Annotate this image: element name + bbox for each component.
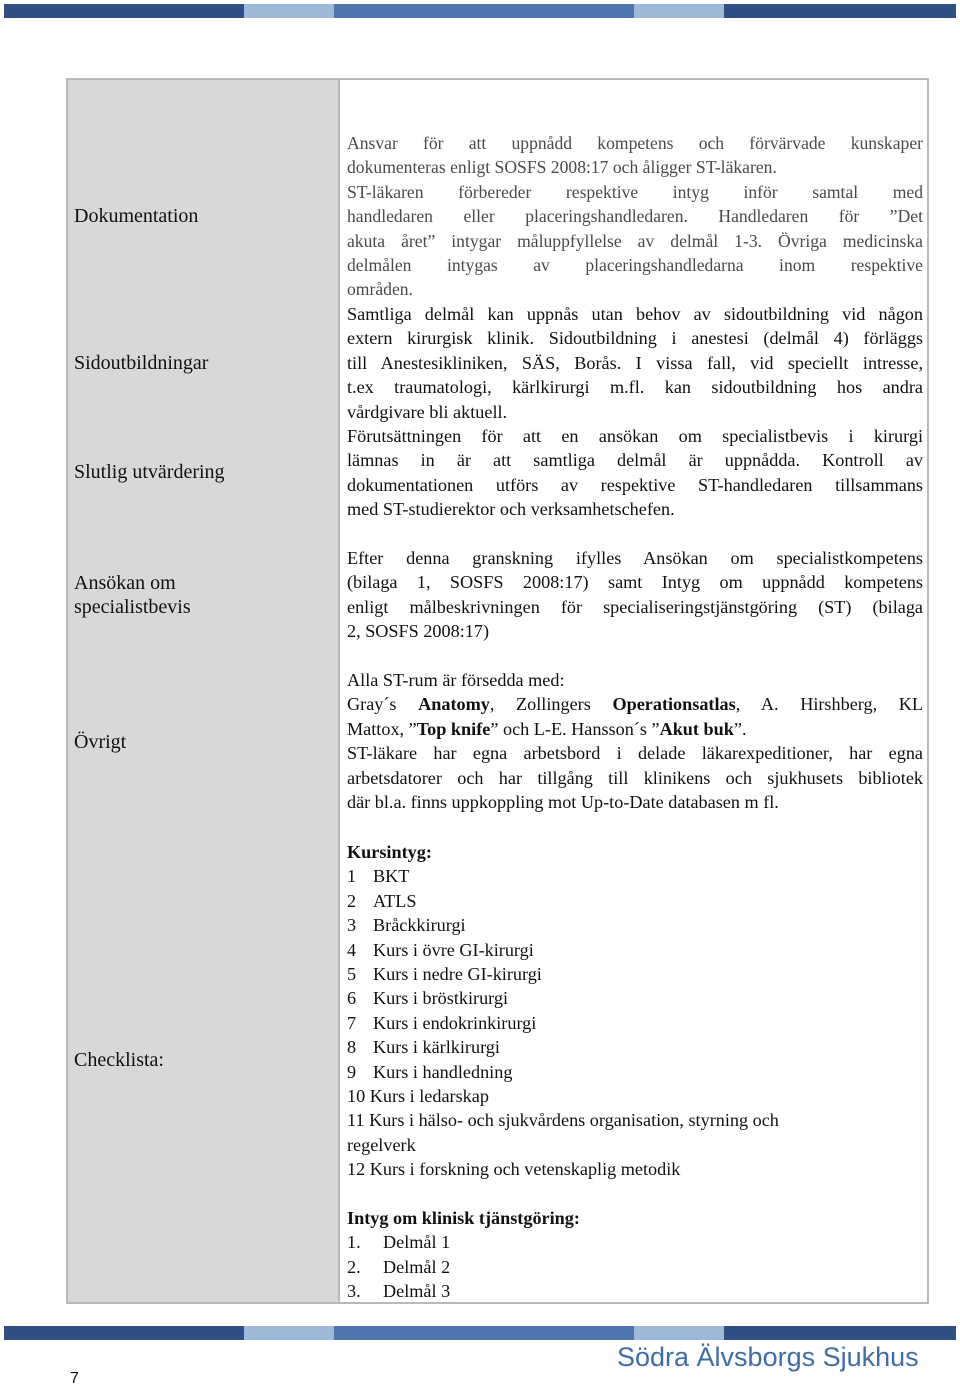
item-number: 5 xyxy=(347,964,357,985)
footer-band xyxy=(4,1326,956,1340)
text-line: handledaren eller placeringshandledaren. Handledaren för ”Det xyxy=(347,206,923,227)
list-item xyxy=(347,1255,923,1279)
text-line: Efter denna granskning ifylles Ansökan om specialistkompetens xyxy=(347,548,923,568)
content-table xyxy=(66,78,929,1304)
list-item xyxy=(347,962,923,986)
slutlig-utvardering-text xyxy=(347,424,923,522)
item-number: 7 xyxy=(347,1012,357,1033)
item-number: 3 xyxy=(347,915,357,936)
item-text: Kurs i kärlkirurgi xyxy=(373,1037,500,1058)
text-line: dokumentationen utförs av respektive ST-handledaren tillsammans xyxy=(347,474,923,495)
text-line: arbetsdatorer och har tillgång till klinikens och sjukhusets bibliotek xyxy=(347,767,923,788)
list-item xyxy=(347,1157,923,1181)
list-item xyxy=(347,1084,923,1108)
text-line: enligt målbeskrivningen för specialiseringstjänstgöring (ST) (bilaga xyxy=(347,596,923,617)
list-item xyxy=(347,1060,923,1084)
list-item xyxy=(347,1035,923,1059)
text-line: där bl.a. finns uppkoppling mot Up-to-Date databasen m fl. xyxy=(347,792,779,813)
text-line: delmålen intygas av placeringshandledarna inom respektive xyxy=(347,255,923,276)
item-number: 8 xyxy=(347,1037,357,1058)
band-segment xyxy=(334,4,634,18)
list-item xyxy=(347,938,923,962)
text-column xyxy=(338,80,927,1302)
item-number: 10 xyxy=(347,1086,366,1107)
hospital-name: Södra Älvsborgs Sjukhus xyxy=(617,1342,919,1372)
band-segment xyxy=(334,1326,634,1340)
book-title-akut-buk: Akut buk xyxy=(659,718,734,739)
label-dokumentation: Dokumentation xyxy=(74,205,199,227)
sidoutbildningar-text xyxy=(347,302,923,424)
text-run: Gray´s xyxy=(347,694,419,715)
band-segment xyxy=(244,1326,334,1340)
text-line: med ST-studierektor och verksamhetschefen. xyxy=(347,499,675,520)
band-segment xyxy=(724,1326,956,1340)
item-text: Kurs i bröstkirurgi xyxy=(373,988,509,1009)
book-title-operationsatlas: Operationsatlas xyxy=(612,694,736,715)
text-line: dokumenteras enligt SOSFS 2008:17 och åligger ST-läkaren. xyxy=(347,157,777,178)
label-sidoutbildningar: Sidoutbildningar xyxy=(74,352,209,374)
dokumentation-text xyxy=(347,131,923,302)
text-run: ”. xyxy=(733,718,747,739)
header-band xyxy=(4,4,956,18)
list-item-continuation xyxy=(347,1133,923,1157)
page-number: 7 xyxy=(70,1370,79,1387)
item-text: ATLS xyxy=(373,890,417,911)
text-line: Ansvar för att uppnådd kompetens och förvärvade kunskaper xyxy=(347,133,923,153)
item-number: 3. xyxy=(347,1281,361,1302)
item-number: 1 xyxy=(347,866,357,887)
label-ansokan-line2: specialistbevis xyxy=(74,596,191,618)
item-text: Kurs i nedre GI-kirurgi xyxy=(373,964,542,985)
item-number: 2 xyxy=(347,890,357,911)
item-text: Delmål 2 xyxy=(383,1256,451,1277)
item-text: Kurs i övre GI-kirurgi xyxy=(373,939,534,960)
ovrigt-text xyxy=(347,668,923,814)
text-line: områden. xyxy=(347,279,413,300)
text-line: Samtliga delmål kan uppnås utan behov av sidoutbildning vid någon xyxy=(347,304,923,324)
list-item xyxy=(347,1230,923,1254)
kursintyg-heading: Kursintyg: xyxy=(347,842,432,862)
text-run: , Zollingers xyxy=(489,694,613,715)
item-text: Kurs i hälso- och sjukvårdens organisation, styrning och xyxy=(369,1110,779,1131)
item-number: 1. xyxy=(347,1232,361,1253)
kursintyg-list xyxy=(347,840,923,1182)
list-item xyxy=(347,1279,923,1303)
text-line xyxy=(347,717,923,741)
text-line: till Anestesikliniken, SÄS, Borås. I vissa fall, vid speciellt intresse, xyxy=(347,352,923,373)
text-run: ” och L-E. Hansson´s ” xyxy=(490,718,660,739)
item-number: 4 xyxy=(347,939,357,960)
item-number: 12 xyxy=(347,1159,366,1180)
text-run: Mattox, ” xyxy=(347,718,417,739)
list-item xyxy=(347,986,923,1010)
item-number: 6 xyxy=(347,988,357,1009)
list-item xyxy=(347,1011,923,1035)
band-segment xyxy=(634,1326,724,1340)
band-segment xyxy=(4,4,244,18)
label-column xyxy=(68,80,338,1302)
text-line xyxy=(347,692,923,716)
text-line: extern kirurgisk klinik. Sidoutbildning i anestesi (delmål 4) förläggs xyxy=(347,328,923,349)
item-text: BKT xyxy=(373,866,410,887)
text-run: , A. Hirshberg, KL xyxy=(735,694,924,715)
text-line: 2, SOSFS 2008:17) xyxy=(347,621,490,642)
band-segment xyxy=(4,1326,244,1340)
band-segment xyxy=(634,4,724,18)
text-line: lämnas in är att samtliga delmål är uppnådda. Kontroll av xyxy=(347,450,923,471)
item-number: 11 xyxy=(347,1110,365,1131)
text-line: vårdgivare bli aktuell. xyxy=(347,401,508,422)
intyg-heading: Intyg om klinisk tjänstgöring: xyxy=(347,1208,580,1228)
label-slutlig-utvardering: Slutlig utvärdering xyxy=(74,461,225,483)
list-item xyxy=(347,889,923,913)
book-title-top-knife: Top knife xyxy=(416,718,491,739)
list-item xyxy=(347,913,923,937)
item-text: Delmål 1 xyxy=(383,1232,451,1253)
band-segment xyxy=(724,4,956,18)
item-number: 2. xyxy=(347,1256,361,1277)
text-line: Alla ST-rum är försedda med: xyxy=(347,670,565,690)
intyg-list xyxy=(347,1206,923,1304)
list-item xyxy=(347,1108,923,1132)
text-line: (bilaga 1, SOSFS 2008:17) samt Intyg om uppnådd kompetens xyxy=(347,572,923,593)
item-text: Bråckkirurgi xyxy=(373,915,466,936)
book-title-anatomy: Anatomy xyxy=(418,694,490,715)
item-text: Kurs i handledning xyxy=(373,1061,513,1082)
item-text: Kurs i forskning och vetenskaplig metodik xyxy=(369,1159,681,1180)
list-item xyxy=(347,864,923,888)
item-number: 9 xyxy=(347,1061,357,1082)
text-line: t.ex traumatologi, kärlkirurgi m.fl. kan sidoutbildning hos andra xyxy=(347,377,923,398)
text-line: ST-läkare har egna arbetsbord i delade läkarexpeditioner, har egna xyxy=(347,743,923,764)
text-line: Förutsättningen för att en ansökan om specialistbevis i kirurgi xyxy=(347,426,923,446)
item-text: Kurs i ledarskap xyxy=(369,1086,489,1107)
text-line: akuta året” intygar måluppfyllelse av delmål 1-3. Övriga medicinska xyxy=(347,230,923,251)
band-segment xyxy=(244,4,334,18)
label-checklista: Checklista: xyxy=(74,1049,164,1071)
ansokan-text xyxy=(347,546,923,644)
label-ovrigt: Övrigt xyxy=(74,731,127,753)
text-line: ST-läkaren förbereder respektive intyg inför samtal med xyxy=(347,181,923,202)
item-text: Delmål 3 xyxy=(383,1281,451,1302)
item-text: regelverk xyxy=(347,1134,416,1155)
item-text: Kurs i endokrinkirurgi xyxy=(373,1012,537,1033)
label-ansokan-line1: Ansökan om xyxy=(74,572,176,594)
